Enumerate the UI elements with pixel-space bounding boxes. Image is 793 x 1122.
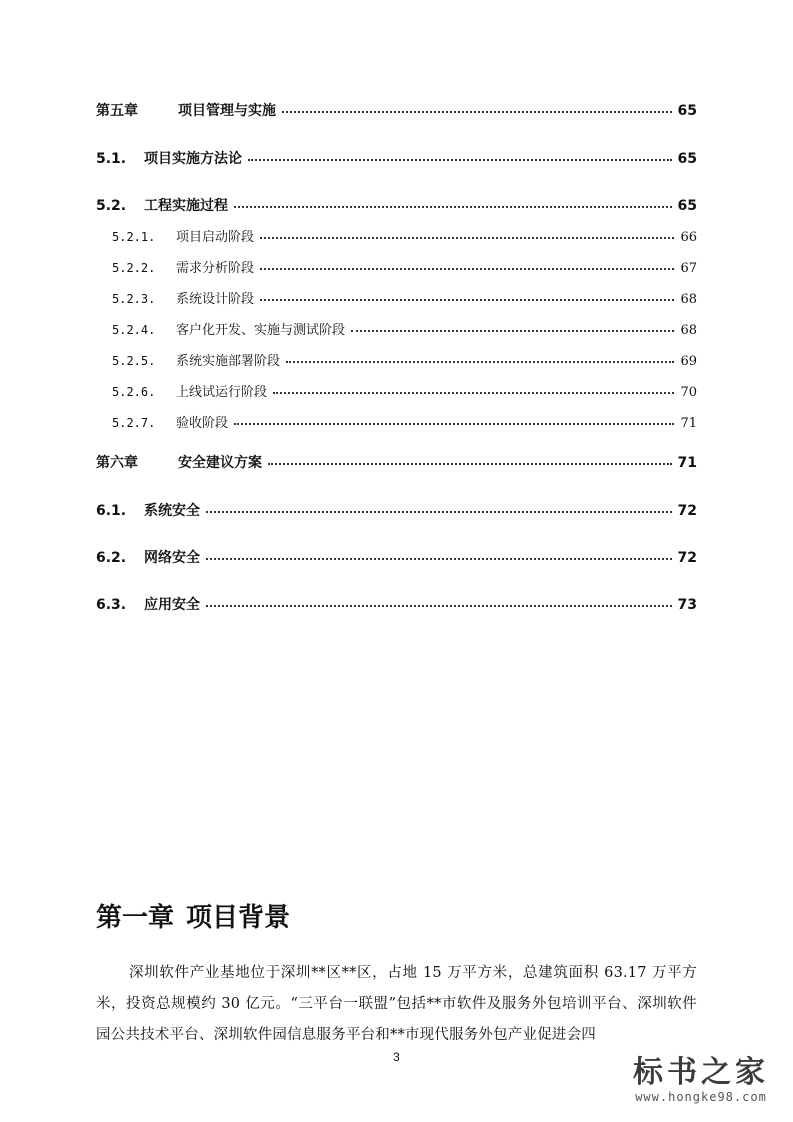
toc-dot-leader [273, 392, 674, 394]
toc-entry-6-2[interactable] [96, 548, 697, 568]
toc-entry-number: 6.1. [96, 503, 127, 519]
toc-dot-leader [351, 330, 674, 332]
toc-entry-5-2-6[interactable] [112, 382, 697, 402]
toc-entry-number: 6.2. [96, 550, 127, 566]
body-paragraph: 深圳软件产业基地位于深圳**区**区，占地 15 万平方米，总建筑面积 63.17 万平方米，投资总规模约 30 亿元。“三平台一联盟”包括**市软件及服务外包培训平台、深圳软件园公共技术平台、深圳软件园信息服务平台和**市现代服务外包产业促进会四 [96, 965, 697, 1043]
toc-entry-title: 项目实施方法论 [144, 151, 242, 167]
toc-dot-leader [260, 299, 674, 301]
toc-dot-leader [206, 558, 672, 560]
toc-entry-number: 5.2.7. [112, 416, 156, 430]
toc-entry-5-2[interactable] [96, 196, 697, 216]
toc-entry-page: 66 [680, 230, 697, 245]
toc-entry-number: 5.2.1. [112, 230, 156, 244]
toc-entry-title: 需求分析阶段 [176, 261, 255, 276]
toc-entry-6-3[interactable] [96, 595, 697, 615]
toc-entry-5-2-7[interactable] [112, 413, 697, 433]
toc-dot-leader [206, 605, 672, 607]
watermark-logo [621, 1056, 781, 1114]
toc-dot-leader [282, 111, 672, 113]
toc-entry-title: 项目启动阶段 [176, 230, 255, 245]
toc-entry-page: 65 [677, 151, 697, 167]
page-number: 3 [393, 1050, 400, 1064]
toc-entry-page: 68 [680, 323, 697, 338]
toc-entry-5-1[interactable] [96, 149, 697, 169]
toc-entry-page: 65 [677, 198, 697, 214]
toc-entry-6-1[interactable] [96, 501, 697, 521]
chapter-number: 第一章 [96, 903, 175, 933]
toc-entry-number: 5.2.5. [112, 354, 156, 368]
toc-entry-5-2-4[interactable] [112, 320, 697, 340]
toc-entry-page: 71 [680, 416, 697, 431]
toc-entry-number: 5.2.6. [112, 385, 156, 399]
toc-dot-leader [206, 511, 672, 513]
toc-entry-5-2-3[interactable] [112, 289, 697, 309]
toc-dot-leader [260, 268, 674, 270]
toc-dot-leader [234, 206, 672, 208]
toc-entry-title: 项目管理与实施 [178, 103, 276, 119]
toc-entry-page: 70 [680, 385, 697, 400]
toc-entry-page: 65 [677, 103, 697, 119]
toc-entry-chapter-5[interactable] [96, 101, 697, 121]
toc-entry-title: 上线试运行阶段 [176, 385, 268, 400]
toc-entry-number: 第五章 [96, 103, 138, 119]
toc-entry-title: 系统安全 [144, 503, 200, 519]
chapter-heading [96, 898, 290, 938]
toc-entry-page: 69 [680, 354, 697, 369]
toc-entry-title: 应用安全 [144, 597, 200, 613]
toc-entry-number: 5.2.4. [112, 323, 156, 337]
toc-entry-title: 网络安全 [144, 550, 200, 566]
toc-entry-chapter-6[interactable] [96, 453, 697, 473]
toc-entry-5-2-2[interactable] [112, 258, 697, 278]
chapter-title-text: 项目背景 [186, 903, 291, 933]
toc-entry-title: 客户化开发、实施与测试阶段 [176, 323, 346, 338]
toc-entry-title: 验收阶段 [176, 416, 229, 431]
toc-entry-page: 71 [677, 455, 697, 471]
toc-entry-title: 安全建议方案 [178, 455, 262, 471]
toc-dot-leader [286, 361, 674, 363]
toc-dot-leader [260, 237, 674, 239]
toc-entry-title: 系统实施部署阶段 [176, 354, 281, 369]
toc-entry-number: 5.1. [96, 151, 127, 167]
toc-dot-leader [268, 463, 672, 465]
toc-entry-page: 67 [680, 261, 697, 276]
toc-entry-number: 5.2. [96, 198, 127, 214]
toc-entry-page: 68 [680, 292, 697, 307]
toc-entry-5-2-5[interactable] [112, 351, 697, 371]
toc-entry-number: 第六章 [96, 455, 138, 471]
toc-dot-leader [234, 423, 674, 425]
watermark-url: www.hongke98.com [635, 1090, 767, 1104]
toc-entry-page: 72 [677, 503, 697, 519]
toc-entry-title: 系统设计阶段 [176, 292, 255, 307]
toc-entry-page: 72 [677, 550, 697, 566]
toc-entry-5-2-1[interactable] [112, 227, 697, 247]
toc-entry-number: 5.2.2. [112, 261, 156, 275]
toc-entry-page: 73 [677, 597, 697, 613]
watermark-logo-text: 标书之家 [633, 1055, 769, 1090]
toc-entry-number: 5.2.3. [112, 292, 156, 306]
toc-entry-title: 工程实施过程 [144, 198, 228, 214]
toc-entry-number: 6.3. [96, 597, 127, 613]
toc-dot-leader [248, 159, 672, 161]
